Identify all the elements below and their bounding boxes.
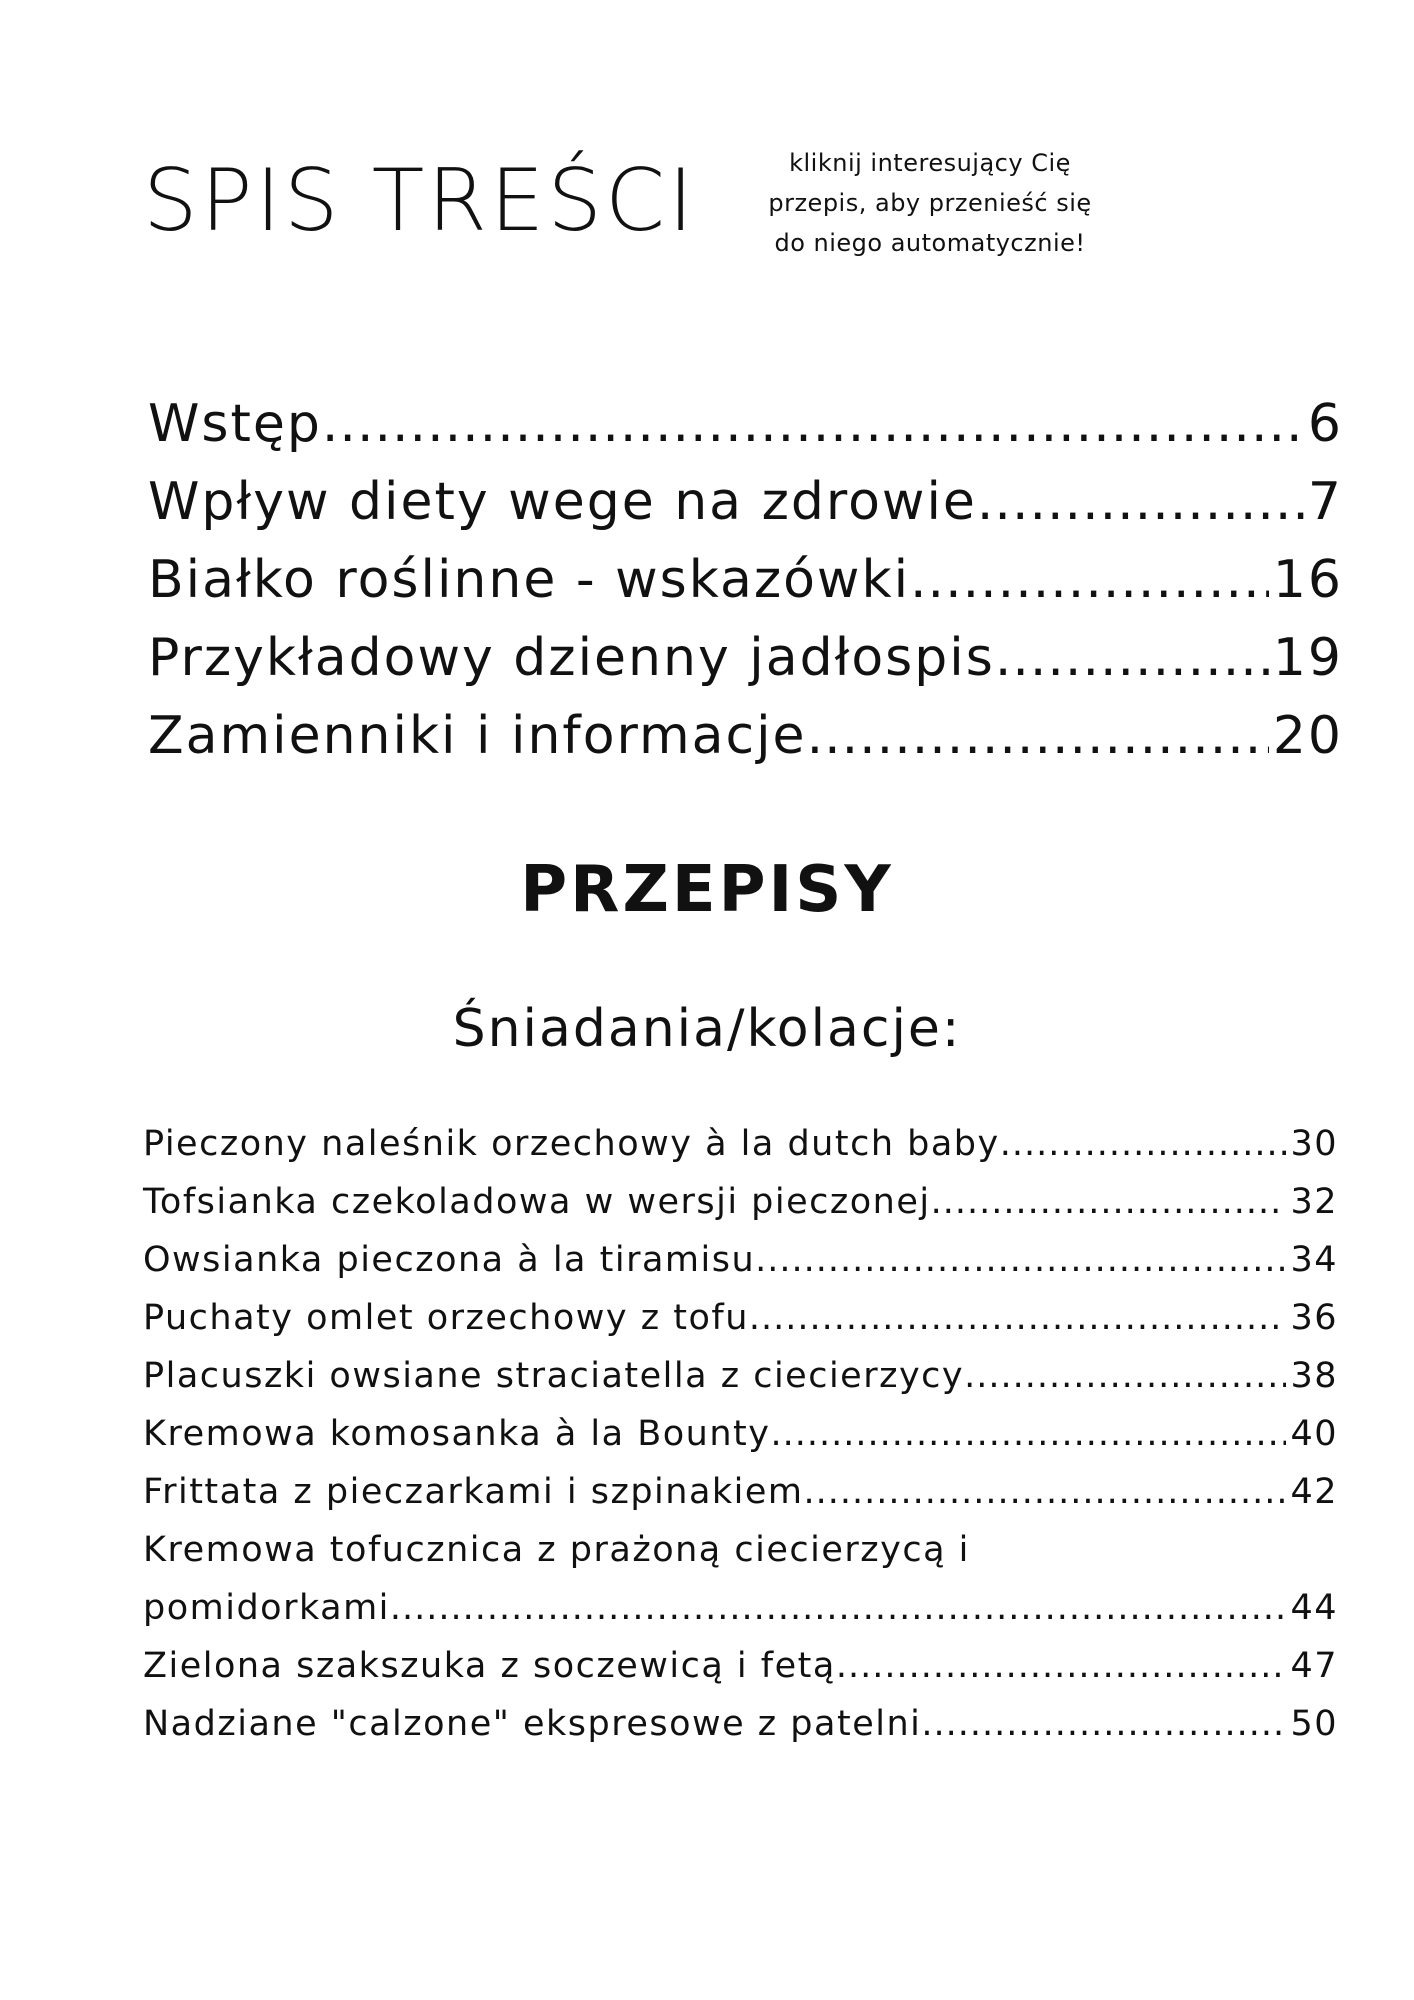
toc-entry-page: 20	[1272, 706, 1343, 766]
toc-entry-label: Białko roślinne - wskazówki	[148, 550, 911, 610]
recipe-page: 36	[1290, 1298, 1338, 1338]
dot-leader	[322, 385, 1304, 463]
recipe-entry[interactable]	[143, 1173, 1338, 1231]
recipe-entry[interactable]	[143, 1463, 1338, 1521]
toc-entry-wplyw-diety[interactable]	[148, 463, 1343, 541]
recipe-page: 32	[1290, 1182, 1338, 1222]
dot-leader	[770, 1405, 1286, 1463]
dot-leader	[836, 1637, 1287, 1695]
hint-line: do niego automatycznie!	[774, 229, 1086, 257]
dot-leader	[977, 463, 1304, 541]
recipe-entry[interactable]	[143, 1637, 1338, 1695]
toc-entry-label: Wpływ diety wege na zdrowie	[148, 472, 977, 532]
recipe-label: Pieczony naleśnik orzechowy à la dutch baby	[143, 1124, 1000, 1164]
recipe-label: Zielona szakszuka z soczewicą i fetą	[143, 1646, 836, 1686]
page-title: SPIS TREŚCI	[143, 151, 697, 251]
recipe-label: Tofsianka czekoladowa w wersji pieczonej	[143, 1182, 931, 1222]
recipe-label: Frittata z pieczarkami i szpinakiem	[143, 1472, 804, 1512]
dot-leader	[804, 1463, 1287, 1521]
recipe-page: 44	[1290, 1588, 1338, 1628]
toc-entry-jadlospis[interactable]	[148, 619, 1343, 697]
recipe-label: Placuszki owsiane straciatella z ciecierzycy	[143, 1356, 965, 1396]
recipe-label: Nadziane "calzone" ekspresowe z patelni	[143, 1704, 922, 1744]
dot-leader	[910, 541, 1269, 619]
dot-leader	[921, 1695, 1286, 1753]
dot-leader	[390, 1579, 1287, 1637]
toc-entry-wstep[interactable]	[148, 385, 1343, 463]
recipe-page: 42	[1290, 1472, 1338, 1512]
toc-entry-bialko[interactable]	[148, 541, 1343, 619]
dot-leader	[755, 1231, 1286, 1289]
recipe-page: 50	[1290, 1704, 1338, 1744]
recipe-label: Puchaty omlet orzechowy z tofu	[143, 1298, 749, 1338]
recipe-label: Owsianka pieczona à la tiramisu	[143, 1240, 756, 1280]
recipe-list	[143, 1115, 1338, 1753]
toc-entry-page: 7	[1307, 472, 1343, 532]
recipe-entry[interactable]	[143, 1347, 1338, 1405]
toc-entry-page: 19	[1272, 628, 1343, 688]
recipes-heading: PRZEPISY	[520, 853, 894, 927]
recipe-page: 30	[1290, 1124, 1338, 1164]
dot-leader	[964, 1347, 1286, 1405]
dot-leader	[807, 697, 1269, 775]
recipe-entry[interactable]	[143, 1695, 1338, 1753]
hint-line: przepis, aby przenieść się	[768, 189, 1092, 217]
toc-entry-label: Przykładowy dzienny jadłospis	[148, 628, 995, 688]
recipe-page: 40	[1290, 1414, 1338, 1454]
dot-leader	[931, 1173, 1287, 1231]
recipe-entry[interactable]	[143, 1579, 1338, 1637]
toc-entry-page: 16	[1272, 550, 1343, 610]
toc-entry-page: 6	[1307, 394, 1343, 454]
dot-leader	[995, 619, 1269, 697]
dot-leader	[1000, 1115, 1287, 1173]
recipe-label: Kremowa komosanka à la Bounty	[143, 1414, 771, 1454]
recipe-page: 47	[1290, 1646, 1338, 1686]
toc-entry-label: Zamienniki i informacje	[148, 706, 807, 766]
dot-leader	[749, 1289, 1287, 1347]
navigation-hint	[730, 143, 1130, 263]
recipe-page: 38	[1290, 1356, 1338, 1396]
recipe-page: 34	[1290, 1240, 1338, 1280]
recipe-label-first-line[interactable]: Kremowa tofucznica z prażoną ciecierzycą i	[143, 1530, 970, 1570]
recipe-entry[interactable]	[143, 1115, 1338, 1173]
table-of-contents	[148, 385, 1343, 775]
toc-entry-label: Wstęp	[148, 394, 322, 454]
recipe-entry[interactable]	[143, 1405, 1338, 1463]
breakfast-subheading: Śniadania/kolacje:	[452, 999, 962, 1059]
recipe-entry[interactable]	[143, 1289, 1338, 1347]
recipe-label: pomidorkami	[143, 1588, 390, 1628]
toc-entry-zamienniki[interactable]	[148, 697, 1343, 775]
hint-line: kliknij interesujący Cię	[789, 149, 1071, 177]
recipe-entry[interactable]	[143, 1231, 1338, 1289]
